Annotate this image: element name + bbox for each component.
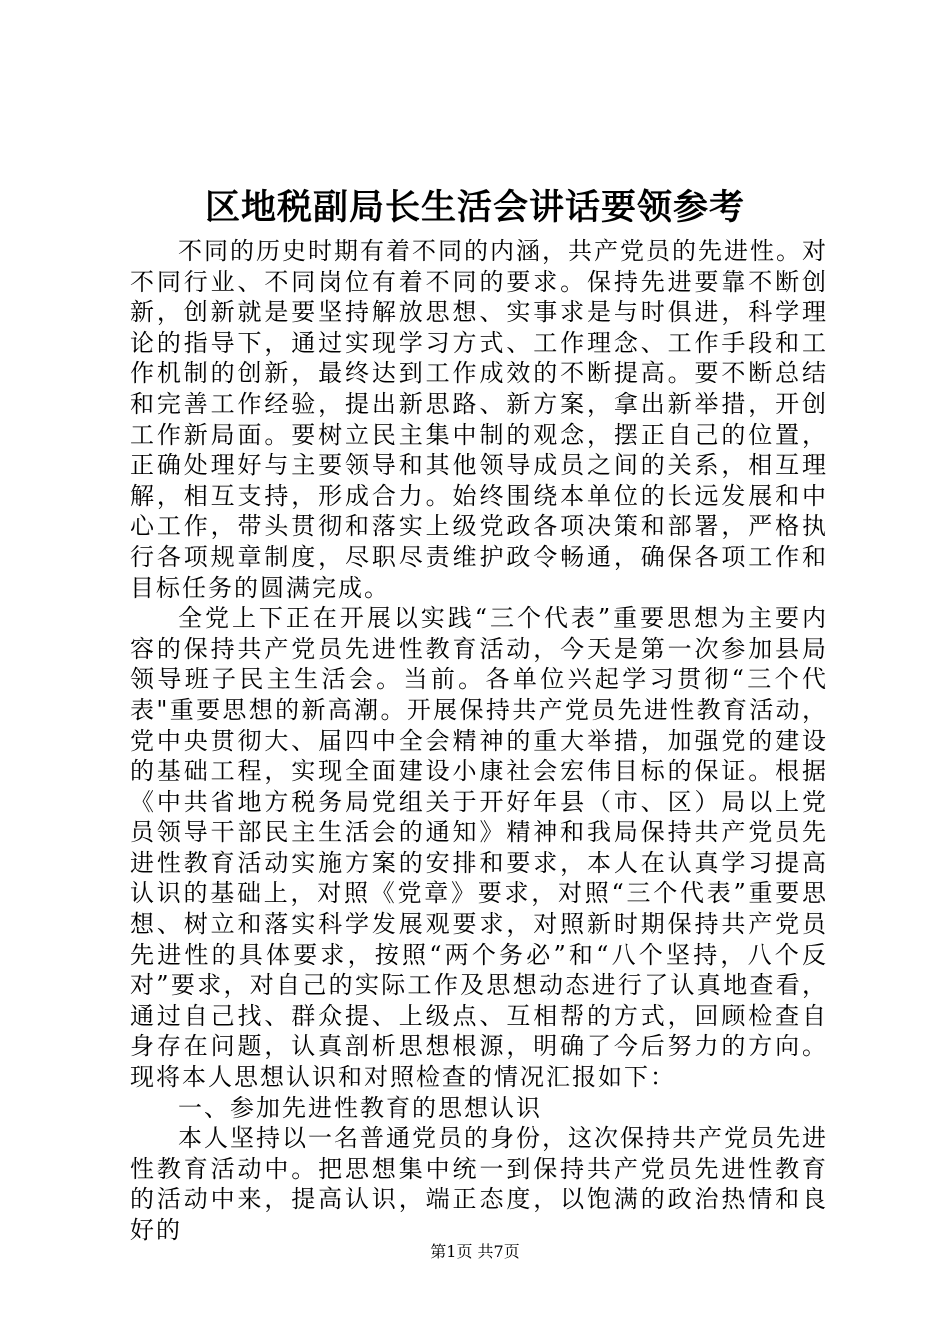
paragraph-1: 不同的历史时期有着不同的内涵，共产党员的先进性。对不同行业、不同岗位有着不同的要求。保持先进要靠不断创新，创新就是要坚持解放思想、实事求是与时俱进，科学理论的指导下，通过实现学习方式、工作理念、工作手段和工作机制的创新，最终达到工作成效的不断提高。要不断总结和完善工作经验，提出新思路、新方案，拿出新举措，开创工作新局面。要树立民主集中制的观念，摆正自己的位置，正确处理好与主要领导和其他领导成员之间的关系，相互理解，相互支持，形成合力。始终围绕本单位的长远发展和中心工作，带头贯彻和落实上级党政各项决策和部署，严格执行各项规章制度，尽职尽责维护政令畅通，确保各项工作和目标任务的圆满完成。 [130, 237, 828, 602]
page-number-footer: 第1页 共7页 [430, 1242, 520, 1261]
paragraph-2: 全党上下正在开展以实践“三个代表”重要思想为主要内容的保持共产党员先进性教育活动，今天是第一次参加县局领导班子民主生活会。当前。各单位兴起学习贯彻“三个代表"重要思想的新高潮。开展保持共产党员先进性教育活动，党中央贯彻大、届四中全会精神的重大举措，加强党的建设的基础工程，实现全面建设小康社会宏伟目标的保证。根据《中共省地方税务局党组关于开好年县（市、区）局以上党员领导干部民主生活会的通知》精神和我局保持共产党员先进性教育活动实施方案的安排和要求，本人在认真学习提高认识的基础上，对照《党章》要求，对照“三个代表”重要思想、树立和落实科学发展观要求，对照新时期保持共产党员先进性的具体要求，按照“两个务必”和“八个坚持，八个反对”要求，对自己的实际工作及思想动态进行了认真地查看，通过自己找、群众提、上级点、互相帮的方式，回顾检查自身存在问题，认真剖析思想根源，明确了今后努力的方向。现将本人思想认识和对照检查的情况汇报如下： [130, 604, 828, 1092]
section-heading: 一、参加先进性教育的思想认识 [178, 1093, 542, 1122]
document-title: 区地税副局长生活会讲话要领参考 [204, 188, 745, 228]
document-body [130, 236, 828, 1246]
paragraph-3: 本人坚持以一名普通党员的身份，这次保持共产党员先进性教育活动中。把思想集中统一到保持共产党员先进性教育的活动中来，提高认识，端正态度，以饱满的政治热情和良好的 [130, 1124, 828, 1244]
